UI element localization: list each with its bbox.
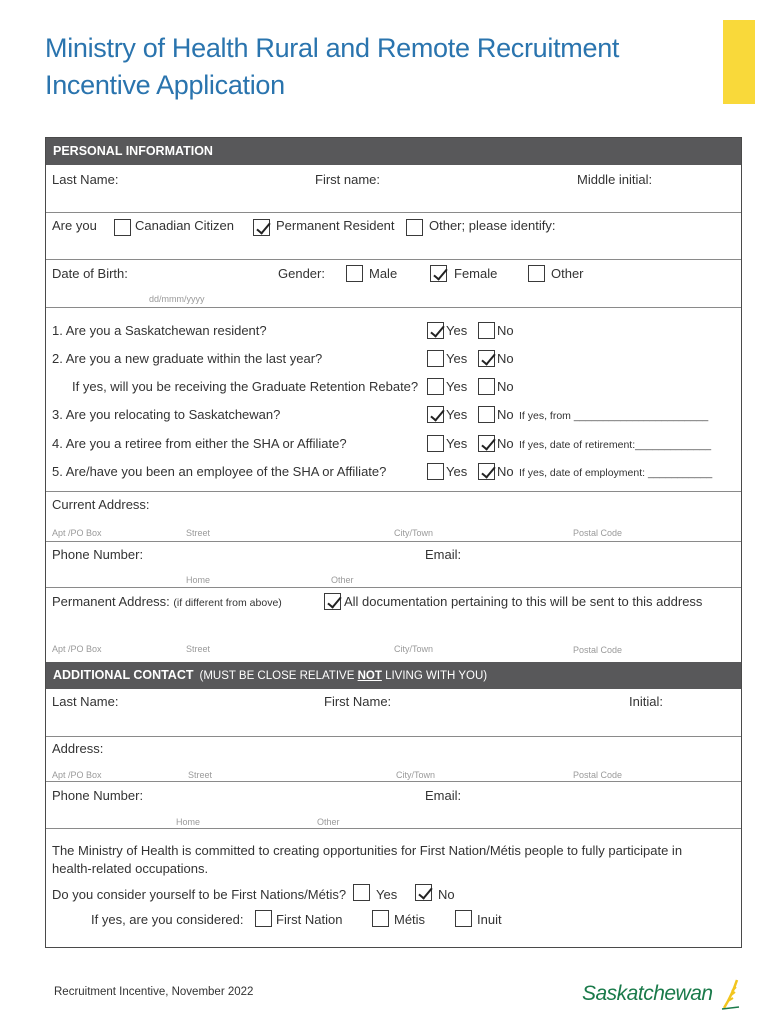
permanent-address-label: Permanent Address: (if different from above) [52,594,282,609]
gender-male-checkbox[interactable] [346,265,363,282]
q4-no-checkbox[interactable] [478,435,495,452]
other-citizenship-checkbox[interactable] [406,219,423,236]
q5-yes-label: Yes [446,464,468,479]
application-form [45,137,742,948]
canadian-citizen-label: Canadian Citizen [135,218,235,233]
dob-hint: dd/mmm/yyyy [149,294,205,304]
last-name-label: Last Name: [52,172,119,187]
current-postal-hint: Postal Code [573,528,623,538]
q1-yes-label: Yes [446,323,468,338]
q5-note: If yes, date of employment: ___________ [519,467,713,479]
section-header-personal: PERSONAL INFORMATION [46,138,741,165]
all-documentation-label: All documentation pertaining to this will be sent to this address [344,594,703,609]
gender-other-checkbox[interactable] [528,265,545,282]
q2b-yes-label: Yes [446,379,468,394]
q3-note: If yes, from _______________________ [519,410,709,422]
contact-phone-home-hint: Home [176,817,201,827]
contact-street-hint: Street [188,770,213,780]
q1-no-checkbox[interactable] [478,322,495,339]
inuit-checkbox[interactable] [455,910,472,927]
gender-label: Gender: [278,266,325,281]
current-apt-hint: Apt /PO Box [52,528,102,538]
q2-no-label: No [497,351,514,366]
gender-female-label: Female [454,266,498,281]
phone-label: Phone Number: [52,547,144,562]
first-nations-no-checkbox[interactable] [415,884,432,901]
q3-no-checkbox[interactable] [478,406,495,423]
current-city-hint: City/Town [394,528,434,538]
permanent-city-hint: City/Town [394,644,434,654]
q2b-no-label: No [497,379,514,394]
contact-email-label: Email: [425,788,462,803]
yellow-accent-bar [723,20,755,104]
contact-phone-other-hint: Other [317,817,340,827]
permanent-resident-checkbox[interactable] [253,219,270,236]
q2-yes-checkbox[interactable] [427,350,444,367]
q3-no-label: No [497,407,514,422]
contact-apt-hint: Apt /PO Box [52,770,102,780]
question-3: 3. Are you relocating to Saskatchewan? [52,407,281,422]
permanent-apt-hint: Apt /PO Box [52,644,102,654]
current-address-label: Current Address: [52,497,150,512]
question-5: 5. Are/have you been an employee of the SHA or Affiliate? [52,464,387,479]
first-nation-label: First Nation [276,912,343,927]
section-header-additional-contact: ADDITIONAL CONTACT (MUST BE CLOSE RELATIVE NOT LIVING WITH YOU) [46,662,741,689]
first-nations-statement-line-2: health-related occupations. [52,861,209,876]
dob-label: Date of Birth: [52,266,128,281]
canadian-citizen-checkbox[interactable] [114,219,131,236]
phone-home-hint: Home [186,575,211,585]
q5-no-checkbox[interactable] [478,463,495,480]
contact-first-name-label: First Name: [324,694,392,709]
first-nations-question: Do you consider yourself to be First Nations/Métis? [52,887,347,902]
q5-no-label: No [497,464,514,479]
question-2: 2. Are you a new graduate within the last year? [52,351,323,366]
phone-other-hint: Other [331,575,354,585]
q3-yes-label: Yes [446,407,468,422]
q1-yes-checkbox[interactable] [427,322,444,339]
page-title [45,30,685,104]
first-nation-checkbox[interactable] [255,910,272,927]
first-nations-yes-label: Yes [376,887,398,902]
q2b-yes-checkbox[interactable] [427,378,444,395]
contact-last-name-label: Last Name: [52,694,119,709]
q4-yes-checkbox[interactable] [427,435,444,452]
metis-label: Métis [394,912,426,927]
title-line-1: Ministry of Health Rural and Remote Recruitment [45,33,620,63]
gender-other-label: Other [551,266,584,281]
middle-initial-label: Middle initial: [577,172,653,187]
q5-yes-checkbox[interactable] [427,463,444,480]
q3-yes-checkbox[interactable] [427,406,444,423]
contact-phone-label: Phone Number: [52,788,144,803]
contact-initial-label: Initial: [629,694,663,709]
considered-label: If yes, are you considered: [91,912,244,927]
permanent-postal-hint: Postal Code [573,645,623,655]
email-label: Email: [425,547,462,562]
q4-yes-label: Yes [446,436,468,451]
permanent-resident-label: Permanent Resident [276,218,395,233]
q2-no-checkbox[interactable] [478,350,495,367]
title-line-2: Incentive Application [45,70,285,100]
q2-yes-label: Yes [446,351,468,366]
first-nations-yes-checkbox[interactable] [353,884,370,901]
saskatchewan-logo [582,978,742,1010]
first-nations-statement-line-1: The Ministry of Health is committed to creating opportunities for First Nation/Métis people to fully participate in [52,843,683,858]
contact-postal-hint: Postal Code [573,770,623,780]
first-nations-no-label: No [438,887,455,902]
contact-address-label: Address: [52,741,104,756]
metis-checkbox[interactable] [372,910,389,927]
permanent-address-note: (if different from above) [173,597,282,609]
q4-no-label: No [497,436,514,451]
q2b-no-checkbox[interactable] [478,378,495,395]
q4-note: If yes, date of retirement:_____________ [519,439,712,451]
question-1: 1. Are you a Saskatchewan resident? [52,323,267,338]
current-street-hint: Street [186,528,211,538]
other-identify-label: Other; please identify: [429,218,556,233]
all-documentation-checkbox[interactable] [324,593,341,610]
footer-text: Recruitment Incentive, November 2022 [54,986,254,998]
wheat-icon [721,978,741,1010]
inuit-label: Inuit [477,912,502,927]
gender-male-label: Male [369,266,398,281]
q1-no-label: No [497,323,514,338]
question-2b: If yes, will you be receiving the Graduate Retention Rebate? [72,379,419,394]
logo-wordmark: Saskatchewan [582,982,713,1005]
contact-city-hint: City/Town [396,770,436,780]
question-4: 4. Are you a retiree from either the SHA or Affiliate? [52,436,347,451]
are-you-label: Are you [52,218,97,233]
first-name-label: First name: [315,172,381,187]
permanent-street-hint: Street [186,644,211,654]
gender-female-checkbox[interactable] [430,265,447,282]
